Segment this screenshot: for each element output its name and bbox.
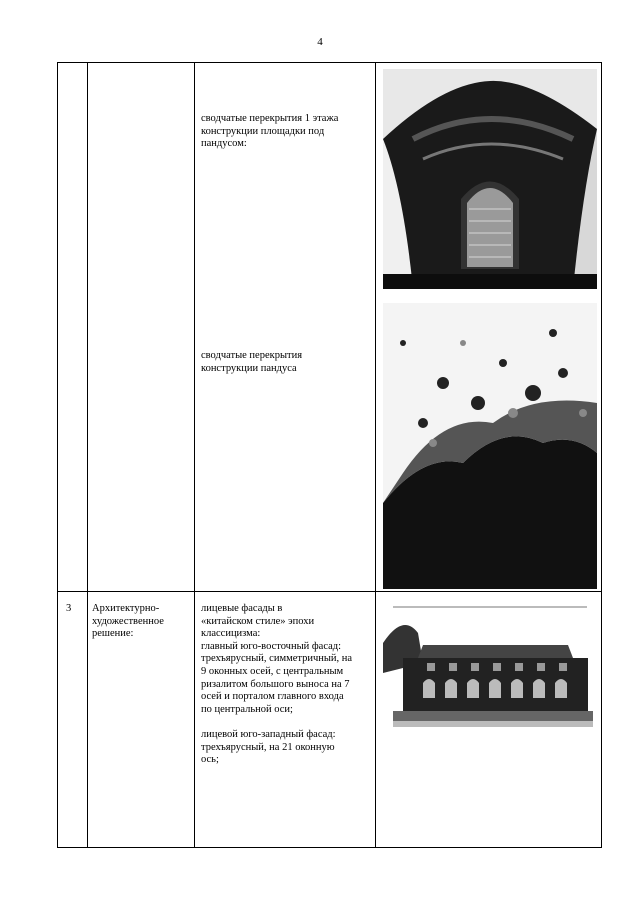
facade-photo — [383, 603, 597, 738]
facade-description: лицевые фасады в «китайском стиле» эпохи классицизма: главный юго-восточный фасад: трехъярусный, симметричный, на 9 оконных осей, с центральным ризалитом большого выноса на 7 осей и порталом главного входа по центральной оси; лицевой юго-западный фасад: трехъярусный, на 21 оконную ось; — [201, 603, 353, 766]
page-number: 4 — [317, 36, 323, 48]
row-divider — [58, 591, 601, 592]
column-divider — [194, 63, 195, 847]
column-divider — [375, 63, 376, 847]
row-title: Архитектурно- художественное решение: — [92, 603, 164, 640]
row-number: 3 — [66, 603, 72, 614]
vault-ceiling-photo — [383, 69, 597, 289]
column-divider — [87, 63, 88, 847]
vault-ceiling-description: сводчатые перекрытия 1 этажа конструкции площадки под пандусом: — [201, 113, 339, 150]
ramp-vault-description: сводчатые перекрытия конструкции пандуса — [201, 350, 303, 374]
ramp-vault-photo — [383, 303, 597, 589]
document-table — [57, 62, 602, 848]
